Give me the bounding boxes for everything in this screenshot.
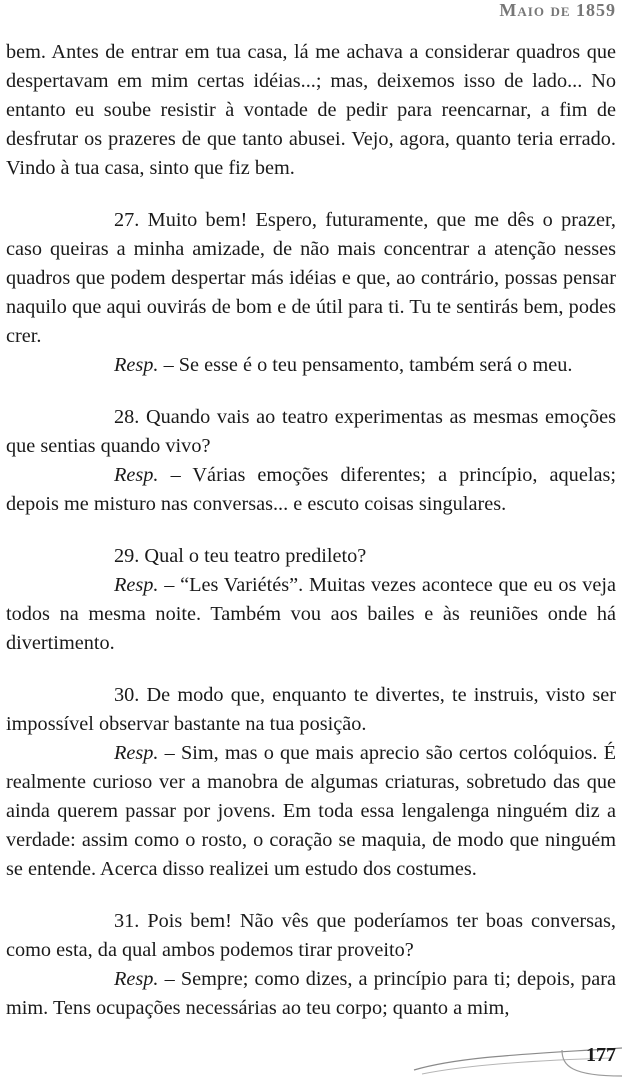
response-text: – Sempre; como dizes, a princípio para ti; depois, para mim. Tens ocupações necessárias ao teu corpo; quanto a mim, xyxy=(6,968,616,1019)
response-31 xyxy=(6,965,616,1023)
response-text: – Se esse é o teu pensamento, também será o meu. xyxy=(158,354,573,376)
question-27: 27. Muito bem! Espero, futuramente, que me dês o prazer, caso queiras a minha amizade, de não mais concentrar a atenção nesses quadros que podem despertar más idéias e que, ao contrário, possas pensar naquilo que aqui ouvirás de bom e de útil para ti. Tu te sentirás bem, podes crer. xyxy=(6,209,616,347)
resp-label: Resp. xyxy=(114,574,159,596)
paragraph-continuation: bem. Antes de entrar em tua casa, lá me achava a considerar quadros que despertavam em mim certas idéias...; mas, deixemos isso de lado... No entanto eu soube resistir à vontade de pedir para reencarnar, a fim de desfrutar os prazeres de que tanto abusei. Vejo, agora, quanto teria errado. Vindo à tua casa, sinto que fiz bem. xyxy=(6,41,616,179)
page-number: 177 xyxy=(586,1044,616,1066)
response-27 xyxy=(6,351,616,380)
resp-label: Resp. xyxy=(114,742,159,764)
question-28: 28. Quando vais ao teatro experimentas as mesmas emoções que sentias quando vivo? xyxy=(6,406,616,457)
running-header: Maio de 1859 xyxy=(499,0,616,20)
response-text: – “Les Variétés”. Muitas vezes acontece que eu os veja todos na mesma noite. Também vou aos bailes e às reuniões onde há divertimento. xyxy=(6,574,616,654)
response-28 xyxy=(6,461,616,519)
response-text: – Várias emoções diferentes; a princípio, aquelas; depois me misturo nas conversas... e escuto coisas singulares. xyxy=(6,464,616,515)
resp-label: Resp. xyxy=(114,968,159,990)
page-body xyxy=(6,38,616,1023)
response-text: – Sim, mas o que mais aprecio são certos colóquios. É realmente curioso ver a manobra de algumas criaturas, sobretudo das que ainda querem passar por jovens. Em toda essa lengalenga ninguém diz a verdade: assim como o rosto, o coração se maquia, de modo que ninguém se entende. Acerca disso realizei um estudo dos costumes. xyxy=(6,742,616,880)
question-29: 29. Qual o teu teatro predileto? xyxy=(114,545,367,567)
resp-label: Resp. xyxy=(114,354,159,376)
response-29 xyxy=(6,571,616,658)
resp-label: Resp. xyxy=(114,464,159,486)
question-30: 30. De modo que, enquanto te divertes, te instruis, visto ser impossível observar bastante na tua posição. xyxy=(6,684,616,735)
response-30 xyxy=(6,739,616,884)
question-31: 31. Pois bem! Não vês que poderíamos ter boas conversas, como esta, da qual ambos podemos tirar proveito? xyxy=(6,910,616,961)
